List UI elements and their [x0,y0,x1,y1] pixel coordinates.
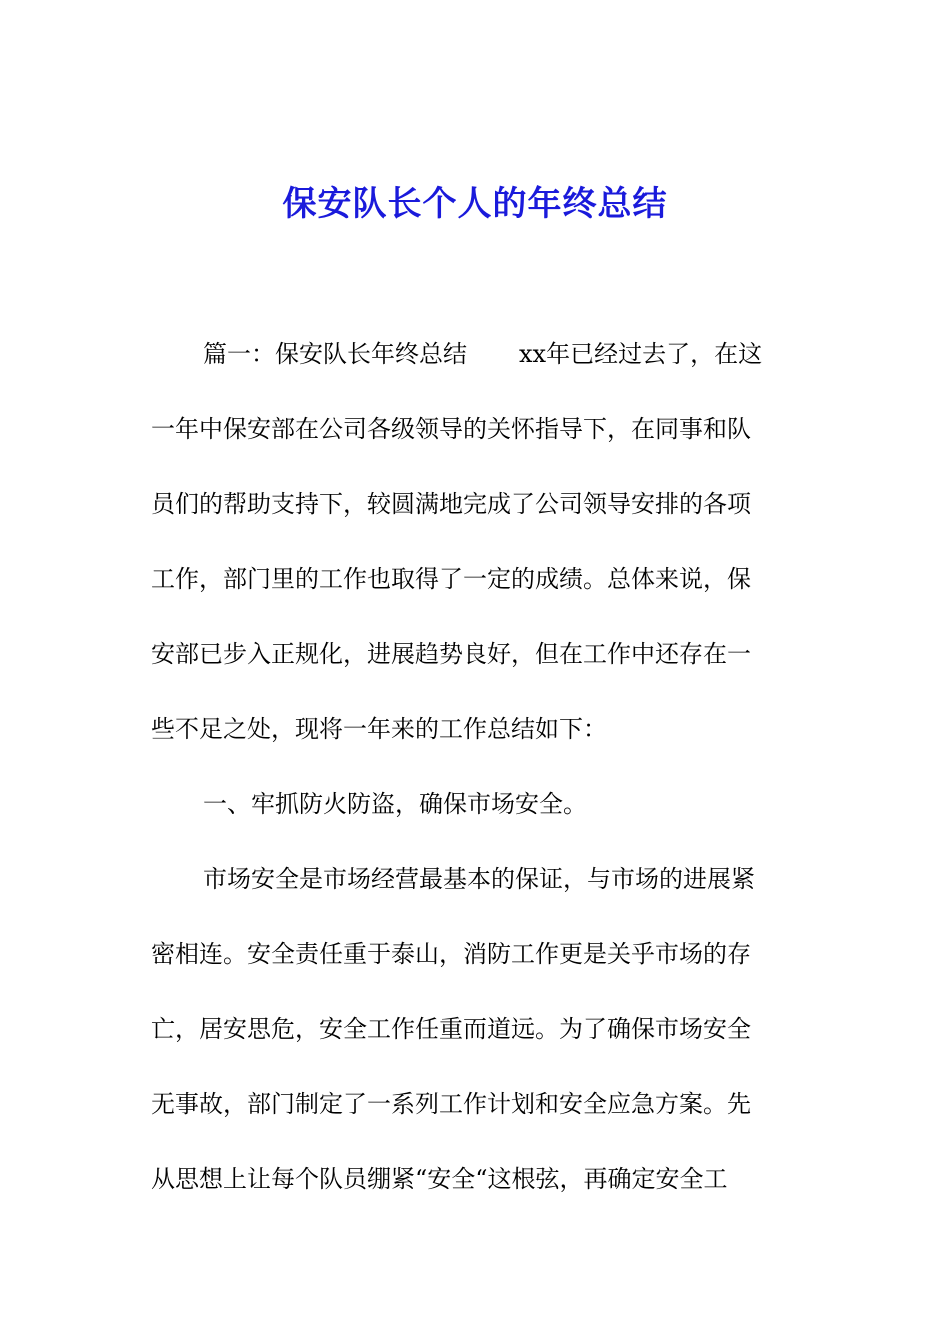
paragraph-line: 从思想上让每个队员绷紧“安全“这根弦，再确定安全工 [151,1165,728,1193]
document-body [151,330,791,1230]
paragraph-text: xx年已经过去了，在这 [519,340,763,368]
section-heading-text: 篇一：保安队长年终总结 [203,340,467,368]
paragraph-line: 些不足之处，现将一年来的工作总结如下： [151,715,607,743]
paragraph-line: 亡，居安思危，安全工作任重而道远。为了确保市场安全 [151,1015,751,1043]
paragraph-line: 员们的帮助支持下，较圆满地完成了公司领导安排的各项 [151,490,751,518]
document-title: 保安队长个人的年终总结 [282,184,668,224]
paragraph-line [151,330,791,405]
paragraph-line: 市场安全是市场经营最基本的保证，与市场的进展紧 [203,865,755,893]
paragraph-line: 一年中保安部在公司各级领导的关怀指导下，在同事和队 [151,415,751,443]
paragraph-line: 无事故，部门制定了一系列工作计划和安全应急方案。先 [151,1090,751,1118]
paragraph-line: 安部已步入正规化，进展趋势良好，但在工作中还存在一 [151,640,751,668]
section-heading: 一、牢抓防火防盗，确保市场安全。 [203,790,587,818]
paragraph-line: 工作，部门里的工作也取得了一定的成绩。总体来说，保 [151,565,751,593]
paragraph-line: 密相连。安全责任重于泰山，消防工作更是关乎市场的存 [151,940,751,968]
